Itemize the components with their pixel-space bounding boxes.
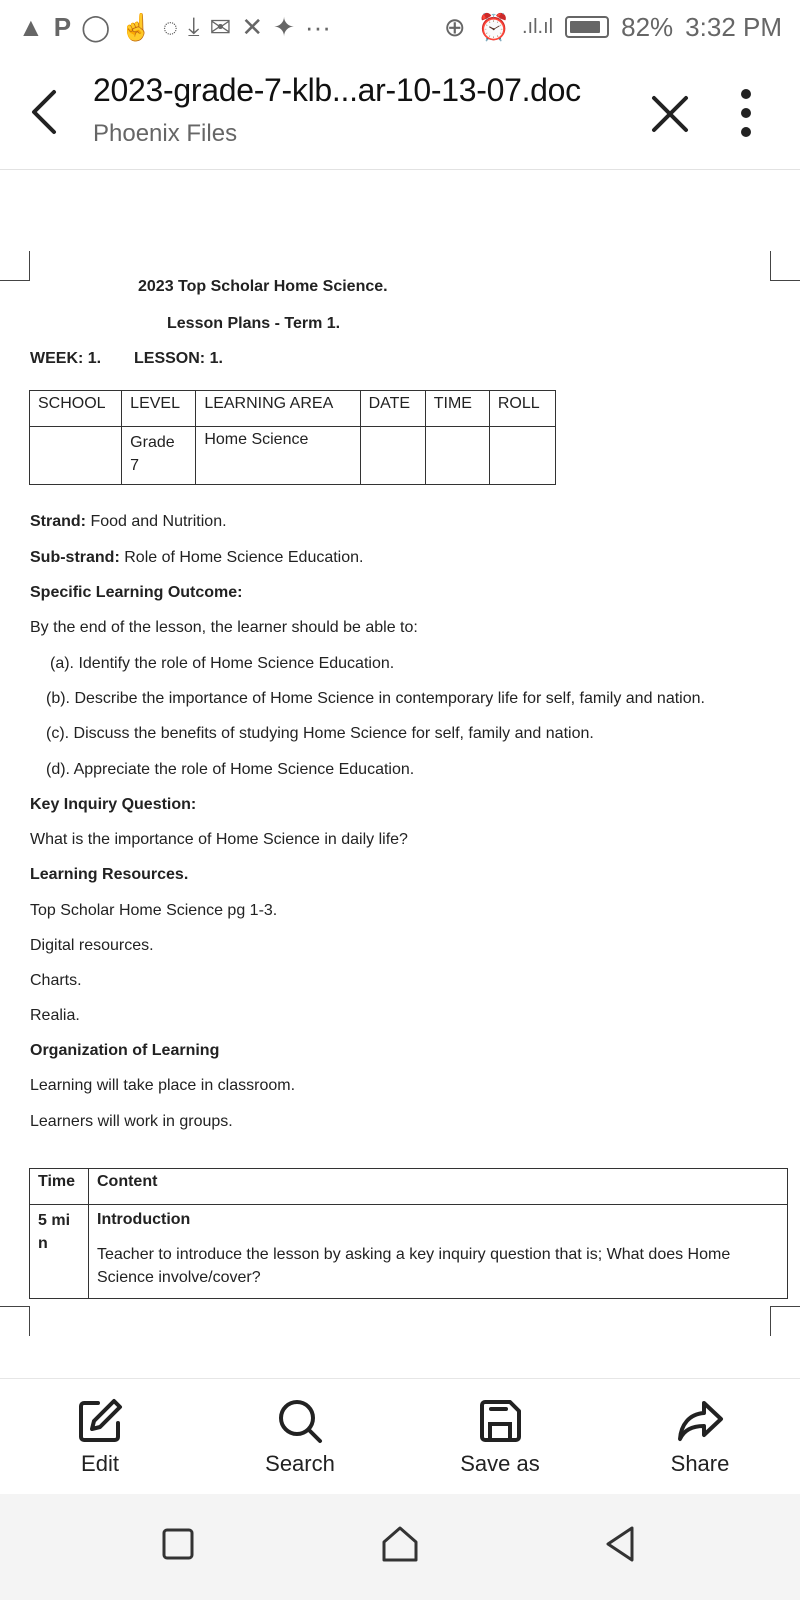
alarm-icon: ⏰ [477,11,510,42]
kiq-label: Key Inquiry Question: [30,796,197,813]
kiq-value: What is the importance of Home Science in daily life? [30,831,408,848]
whatsapp-icon: ◌ [162,11,179,42]
search-icon [276,1397,324,1445]
substrand-line [30,549,363,567]
resource-item: Charts. [30,972,82,989]
table-header-row [30,1169,788,1205]
edit-icon [76,1397,124,1445]
chat-icon: ◯ [81,11,111,42]
share-label: Share [670,1451,730,1476]
table-cell [30,427,122,485]
outcome-item: (b). Describe the importance of Home Science in contemporary life for self, family and nation. [46,690,705,707]
puzzle-icon: ✦ [273,11,295,42]
close-icon[interactable] [648,92,692,136]
recents-icon[interactable] [156,1522,200,1566]
system-icons [444,12,782,43]
share-icon [676,1397,724,1445]
battery-icon [565,16,609,38]
doc-subheading: Lesson Plans - Term 1. [167,315,341,332]
doc-heading: 2023 Top Scholar Home Science. [138,278,388,295]
save-as-button[interactable] [400,1379,600,1494]
save-icon [476,1397,524,1445]
table-row [30,1205,788,1299]
home-icon[interactable] [378,1522,422,1566]
time-value-line: 5 mi [38,1212,71,1229]
resource-item: Digital resources. [30,937,154,954]
organization-item: Learners will work in groups. [30,1113,233,1130]
warning-icon: ▲ [18,11,44,42]
more-options-icon[interactable] [736,88,756,138]
hand-icon: ☝ [120,11,153,42]
edit-button[interactable] [0,1379,200,1494]
info-table [29,390,556,485]
time-value-line: n [38,1235,48,1252]
week-label: WEEK: 1. [30,350,102,367]
table-header-cell: Content [89,1169,788,1205]
content-table [29,1168,788,1299]
search-label: Search [265,1451,335,1476]
add-circle-icon: ⊕ [443,11,466,42]
share-button[interactable] [600,1379,800,1494]
page-corner-mark [770,251,800,281]
section-title: Introduction [97,1211,191,1228]
x-icon: ✕ [241,11,264,42]
table-cell [425,427,489,485]
outcome-item: (a). Identify the role of Home Science Education. [50,655,395,672]
download-icon: ⤓ [188,11,200,41]
mail-icon: ✉ [209,11,232,42]
table-header-cell: LEVEL [122,391,196,427]
resource-item: Top Scholar Home Science pg 1-3. [30,902,278,919]
more-notifications-icon: ··· [304,11,331,42]
document-page[interactable] [0,171,800,1377]
notification-icons [18,11,331,43]
table-cell: Home Science [196,427,360,485]
table-cell [360,427,425,485]
page-corner-mark [770,1306,800,1336]
organization-label: Organization of Learning [30,1042,220,1059]
strand-line [30,513,227,531]
strand-value: Food and Nutrition. [90,513,227,530]
back-icon[interactable] [600,1522,644,1566]
lesson-label: LESSON: 1. [134,350,223,367]
bottom-action-bar [0,1378,800,1494]
battery-percent: 82% [621,11,674,42]
slo-label: Specific Learning Outcome: [30,584,243,601]
table-header-row [30,391,556,427]
document-title: 2023-grade-7-klb...ar-10-13-07.doc [93,72,581,108]
substrand-label: Sub-strand: [30,549,120,566]
table-cell: Grade 7 [122,427,196,485]
save-as-label: Save as [460,1451,540,1476]
status-bar [0,0,800,54]
system-navigation-bar [0,1494,800,1600]
table-header-cell: DATE [360,391,425,427]
table-header-cell: Time [30,1169,89,1205]
page-corner-mark [0,1306,30,1336]
resource-item: Realia. [30,1007,80,1024]
page-corner-mark [0,251,30,281]
clock: 3:32 PM [685,11,782,42]
slo-intro: By the end of the lesson, the learner should be able to: [30,619,418,636]
p-icon: P [53,11,72,42]
table-row [30,427,556,485]
table-cell [489,427,555,485]
resources-label: Learning Resources. [30,866,189,883]
search-button[interactable] [200,1379,400,1494]
section-text: Teacher to introduce the lesson by asking a key inquiry question that is; What does Home Science involve/cover? [97,1246,731,1286]
organization-item: Learning will take place in classroom. [30,1077,296,1094]
table-header-cell: SCHOOL [30,391,122,427]
document-source: Phoenix Files [93,120,238,147]
time-cell [30,1205,89,1299]
outcome-item: (c). Discuss the benefits of studying Home Science for self, family and nation. [46,725,594,742]
strand-label: Strand: [30,513,86,530]
table-header-cell: TIME [425,391,489,427]
substrand-value: Role of Home Science Education. [124,549,364,566]
signal-icon: .ıl.ıl [522,15,554,38]
back-arrow-icon[interactable] [24,86,64,138]
edit-label: Edit [81,1451,119,1476]
outcome-item: (d). Appreciate the role of Home Science Education. [46,761,415,778]
table-header-cell: ROLL [489,391,555,427]
content-cell [89,1205,788,1299]
table-header-cell: LEARNING AREA [196,391,360,427]
